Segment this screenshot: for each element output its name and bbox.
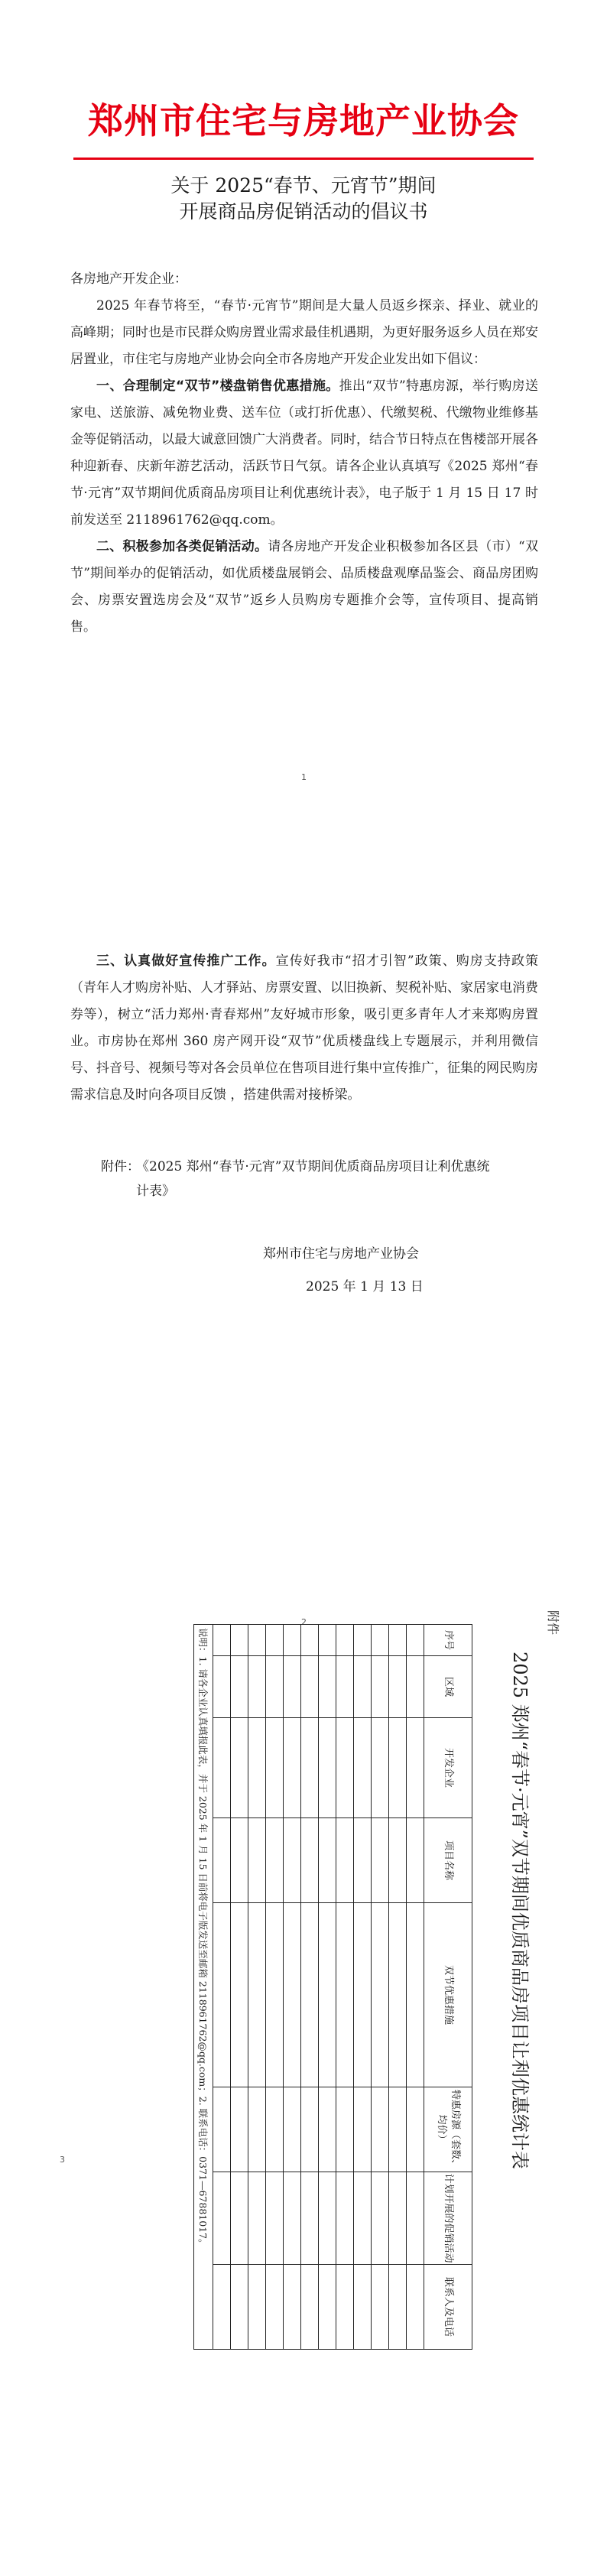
table-cell	[231, 1625, 248, 1656]
table-cell	[231, 1903, 248, 2087]
col-header-contact: 联系人及电话	[424, 2265, 472, 2350]
table-cell	[336, 2265, 354, 2350]
table-cell	[301, 1903, 319, 2087]
table-body	[194, 1625, 424, 2350]
table-cell	[284, 2172, 301, 2265]
table-cell	[372, 1903, 389, 2087]
table-cell	[336, 2172, 354, 2265]
table-note: 说明：1. 请各企业认真填报此表，并于 2025 年 1 月 15 日前将电子版发送至邮箱 2118961762@qq.com；2. 联系电话：0371—67881017。	[194, 1625, 213, 2350]
table-note-row	[194, 1625, 213, 2350]
table-cell	[319, 1625, 336, 1656]
intro-paragraph: 2025 年春节将至，“春节·元宵节”期间是大量人员返乡探亲、择业、就业的高峰期；同时也是市民群众购房置业需求最佳机遇期，为更好服务返乡人员在郑安居置业，市住宅与房地产业协会向全市各房地产开发企业发出如下倡议：	[70, 298, 538, 367]
table-cell	[389, 1903, 407, 2087]
item-1	[70, 373, 538, 534]
table-cell	[336, 1656, 354, 1718]
table-cell	[231, 1818, 248, 1903]
table-cell	[407, 2087, 424, 2172]
table-cell	[266, 1625, 284, 1656]
table-row	[284, 1625, 301, 2350]
item-3	[70, 948, 538, 1109]
table-cell	[231, 2172, 248, 2265]
page-number: 2	[301, 1617, 307, 1627]
table-cell	[213, 1718, 231, 1818]
table-cell	[319, 1656, 336, 1718]
table-cell	[284, 1718, 301, 1818]
table-cell	[389, 2087, 407, 2172]
table-cell	[389, 1625, 407, 1656]
letter-body-page-1	[70, 266, 538, 641]
table-cell	[266, 1656, 284, 1718]
table-cell	[389, 2265, 407, 2350]
table-cell	[284, 1903, 301, 2087]
table-cell	[319, 1818, 336, 1903]
table-cell	[372, 1718, 389, 1818]
table-row	[336, 1625, 354, 2350]
col-header-discounts: 双节优惠措施	[424, 1903, 472, 2087]
table-row	[231, 1625, 248, 2350]
attachment-label: 附件：	[101, 1159, 140, 1174]
table-cell	[372, 2265, 389, 2350]
table-cell	[266, 2172, 284, 2265]
table-cell	[284, 2087, 301, 2172]
page-number: 1	[301, 772, 307, 782]
table-cell	[248, 2087, 266, 2172]
table-cell	[407, 1625, 424, 1656]
table-attach-label: 附件	[546, 1610, 560, 1636]
table-cell	[407, 2265, 424, 2350]
table-row	[407, 1625, 424, 2350]
table-row	[354, 1625, 372, 2350]
table-cell	[213, 1818, 231, 1903]
table-cell	[354, 2265, 372, 2350]
salutation: 各房地产开发企业：	[70, 271, 187, 287]
table-cell	[231, 2265, 248, 2350]
table-row	[389, 1625, 407, 2350]
attachment-text: 《2025 郑州“春节·元宵”双节期间优质商品房项目让利优惠统计表》	[136, 1159, 490, 1199]
table-cell	[389, 1718, 407, 1818]
table-cell	[301, 2087, 319, 2172]
item-2	[70, 534, 538, 641]
attachment-line	[101, 1155, 495, 1204]
table-cell	[372, 1818, 389, 1903]
table-cell	[301, 1625, 319, 1656]
table-cell	[407, 1718, 424, 1818]
col-header-promotions: 计划开展的促销活动	[424, 2172, 472, 2265]
table-cell	[266, 1718, 284, 1818]
table-cell	[354, 1625, 372, 1656]
table-cell	[213, 2265, 231, 2350]
col-header-area: 区域	[424, 1656, 472, 1718]
table-cell	[284, 1818, 301, 1903]
table-cell	[372, 1656, 389, 1718]
item-2-text: 请各房地产开发企业积极参加各区县（市）“双节”期间举办的促销活动，如优质楼盘展销会、品质楼盘观摩品鉴会、商品房团购会、房票安置选房会及“双节”返乡人员购房专题推介会等，宣传项目、提高销售。	[70, 539, 538, 635]
rotated-table-page	[182, 1610, 560, 2531]
header-red-rule	[73, 158, 534, 160]
table-row	[372, 1625, 389, 2350]
table-row	[213, 1625, 231, 2350]
table-cell	[319, 2172, 336, 2265]
table-cell	[301, 2172, 319, 2265]
item-1-heading: 一、合理制定“双节”楼盘销售优惠措施。	[96, 378, 339, 394]
table-cell	[248, 1903, 266, 2087]
col-header-index: 序号	[424, 1625, 472, 1656]
table-cell	[336, 1903, 354, 2087]
table-cell	[319, 2087, 336, 2172]
table-row	[319, 1625, 336, 2350]
table-cell	[248, 2265, 266, 2350]
table-cell	[284, 2265, 301, 2350]
stats-table	[193, 1624, 472, 2350]
table-cell	[407, 1818, 424, 1903]
table-cell	[354, 1903, 372, 2087]
table-cell	[266, 1903, 284, 2087]
table-cell	[248, 1625, 266, 1656]
table-cell	[389, 2172, 407, 2265]
table-cell	[301, 2265, 319, 2350]
table-cell	[319, 1718, 336, 1818]
table-row	[266, 1625, 284, 2350]
table-cell	[407, 1656, 424, 1718]
table-cell	[248, 1656, 266, 1718]
item-2-heading: 二、积极参加各类促销活动。	[96, 539, 268, 554]
table-cell	[248, 1718, 266, 1818]
table-cell	[266, 2087, 284, 2172]
table-cell	[213, 1656, 231, 1718]
table-cell	[213, 1903, 231, 2087]
table-cell	[336, 1625, 354, 1656]
page-number: 3	[60, 2155, 65, 2165]
table-cell	[266, 1818, 284, 1903]
table-cell	[284, 1625, 301, 1656]
table-cell	[231, 1718, 248, 1818]
table-cell	[213, 1625, 231, 1656]
table-cell	[389, 1818, 407, 1903]
table-cell	[407, 1903, 424, 2087]
table-cell	[354, 2087, 372, 2172]
table-cell	[354, 1718, 372, 1818]
table-cell	[213, 2087, 231, 2172]
table-cell	[319, 1903, 336, 2087]
col-header-project: 项目名称	[424, 1818, 472, 1903]
letter-body-page-2	[70, 948, 538, 1109]
col-header-special-units: 特惠房源（套数、均价）	[424, 2087, 472, 2172]
table-cell	[407, 2172, 424, 2265]
table-cell	[231, 1656, 248, 1718]
document-title-line-1: 关于 2025“春节、元宵节”期间	[170, 174, 437, 197]
table-header-row	[424, 1625, 472, 2350]
table-cell	[248, 1818, 266, 1903]
table-cell	[301, 1656, 319, 1718]
table-cell	[266, 2265, 284, 2350]
table-row	[301, 1625, 319, 2350]
table-cell	[389, 1656, 407, 1718]
table-cell	[336, 2087, 354, 2172]
table-cell	[213, 2172, 231, 2265]
table-cell	[372, 2087, 389, 2172]
item-3-text: 宣传好我市“招才引智”政策、购房支持政策（青年人才购房补贴、人才驿站、房票安置、以旧换新、契税补贴、家居家电消费券等），树立“活力郑州·青春郑州”友好城市形象，吸引更多青年人才来郑购房置业。市房协在郑州 360 房产网开设“双节”优质楼盘线上专题展示，并利用微信号、抖音号、视频号等对各会员单位在售项目进行集中宣传推广，征集的网民购房需求信息及时向各项目反馈 ，搭建供需对接桥梁。	[70, 953, 538, 1103]
table-cell	[301, 1818, 319, 1903]
org-header: 郑州市住宅与房地产业协会	[88, 100, 519, 141]
table-cell	[354, 2172, 372, 2265]
col-header-developer: 开发企业	[424, 1718, 472, 1818]
signature-org: 郑州市住宅与房地产业协会	[263, 1246, 419, 1262]
table-cell	[354, 1818, 372, 1903]
document-title-line-2: 开展商品房促销活动的倡议书	[179, 200, 428, 223]
table-cell	[372, 1625, 389, 1656]
item-3-heading: 三、认真做好宣传推广工作。	[96, 953, 276, 969]
table-cell	[319, 2265, 336, 2350]
table-cell	[354, 1656, 372, 1718]
table-cell	[231, 2087, 248, 2172]
table-cell	[372, 2172, 389, 2265]
table-cell	[301, 1718, 319, 1818]
table-cell	[336, 1818, 354, 1903]
table-cell	[336, 1718, 354, 1818]
signature-date: 2025 年 1 月 13 日	[306, 1279, 424, 1294]
item-1-text: 推出“双节”特惠房源，举行购房送家电、送旅游、减免物业费、送车位（或打折优惠）、代缴契税、代缴物业维修基金等促销活动，以最大诚意回馈广大消费者。同时，结合节日特点在售楼部开展各种迎新春、庆新年游艺活动，活跃节日气氛。请各企业认真填写《2025 郑州“春节·元宵”双节期间优质商品房项目让利优惠统计表》，电子版于 1 月 15 日 17 时前发送至 2118961762@qq.com。	[70, 378, 538, 528]
table-cell	[284, 1656, 301, 1718]
rotated-content	[197, 1606, 564, 2370]
table-title: 2025 郑州“春节·元宵”双节期间优质商品房项目让利优惠统计表	[509, 1652, 531, 2169]
table-row	[248, 1625, 266, 2350]
table-cell	[248, 2172, 266, 2265]
